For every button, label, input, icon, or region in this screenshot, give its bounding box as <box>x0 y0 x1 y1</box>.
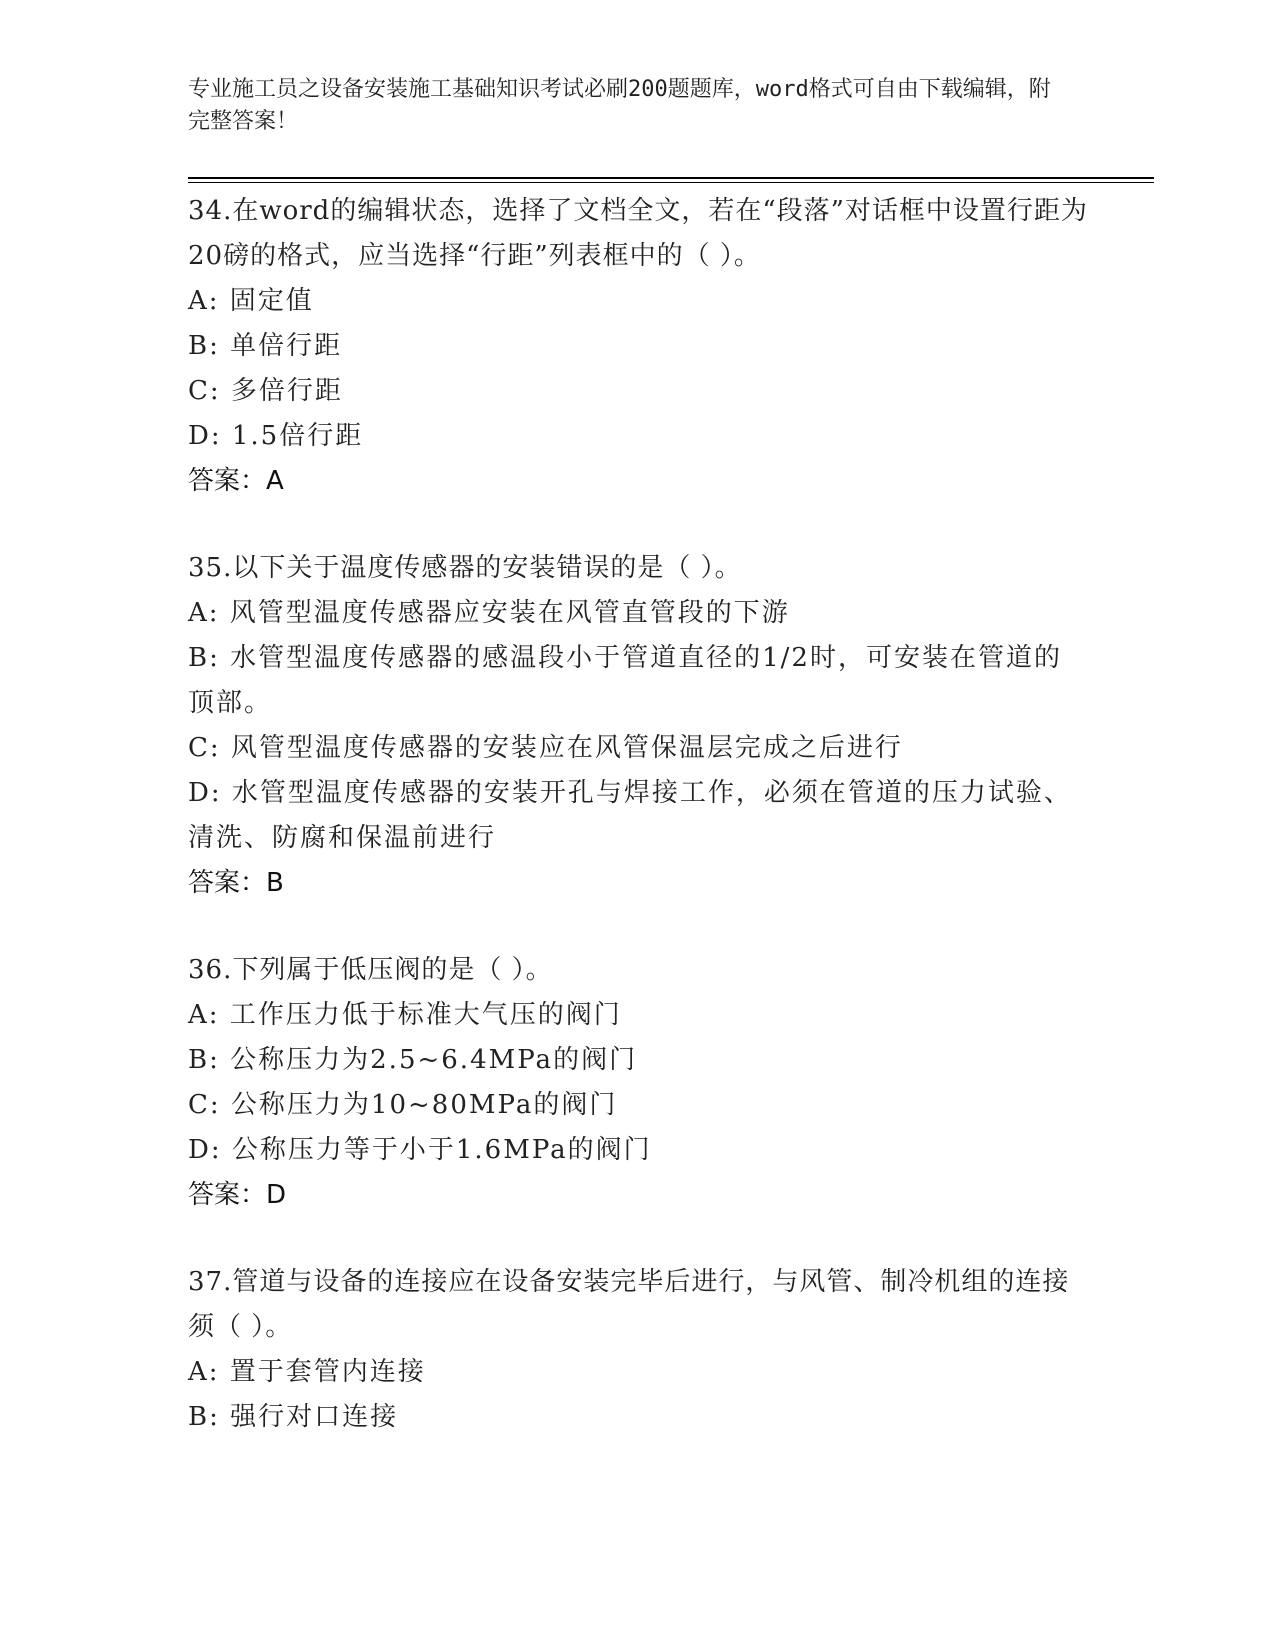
answer-line: 答案：A <box>188 466 284 496</box>
option-a: A: 风管型温度传感器应安装在风管直管段的下游 <box>188 598 790 628</box>
question-35 <box>188 546 1088 906</box>
option-d: D: 公称压力等于小于1.6MPa的阀门 <box>188 1135 652 1165</box>
option-b: B: 强行对口连接 <box>188 1402 399 1432</box>
question-34 <box>188 189 1088 504</box>
option-b: B: 单倍行距 <box>188 331 343 361</box>
option-c: C: 公称压力为10~80MPa的阀门 <box>188 1090 618 1120</box>
option-a: A: 固定值 <box>188 286 314 316</box>
document-header <box>188 74 1068 138</box>
question-36 <box>188 948 1088 1218</box>
option-d: D: 水管型温度传感器的安装开孔与焊接工作，必须在管道的压力试验、清洗、防腐和保温前进行 <box>188 778 1072 853</box>
question-stem: 34.在word的编辑状态，选择了文档全文，若在“段落”对话框中设置行距为20磅的格式，应当选择“行距”列表框中的（ ）。 <box>188 196 1088 271</box>
question-37 <box>188 1260 1088 1440</box>
header-divider-thick <box>188 177 1154 179</box>
option-c: C: 风管型温度传感器的安装应在风管保温层完成之后进行 <box>188 733 903 763</box>
header-divider-thin <box>188 182 1154 183</box>
option-b: B: 公称压力为2.5~6.4MPa的阀门 <box>188 1045 638 1075</box>
question-stem: 37.管道与设备的连接应在设备安装完毕后进行，与风管、制冷机组的连接须（ ）。 <box>188 1267 1070 1342</box>
answer-line: 答案：B <box>188 868 284 898</box>
option-a: A: 置于套管内连接 <box>188 1357 426 1387</box>
option-a: A: 工作压力低于标准大气压的阀门 <box>188 1000 622 1030</box>
header-title: 专业施工员之设备安装施工基础知识考试必刷200题题库，word格式可自由下载编辑，附完整答案！ <box>188 77 1051 134</box>
option-b: B: 水管型温度传感器的感温段小于管道直径的1/2时，可安装在管道的顶部。 <box>188 643 1062 718</box>
question-list <box>188 189 1088 1482</box>
question-stem: 36.下列属于低压阀的是（ ）。 <box>188 955 553 985</box>
question-stem: 35.以下关于温度传感器的安装错误的是（ ）。 <box>188 553 742 583</box>
option-c: C: 多倍行距 <box>188 376 343 406</box>
option-d: D: 1.5倍行距 <box>188 421 364 451</box>
answer-line: 答案：D <box>188 1180 287 1210</box>
